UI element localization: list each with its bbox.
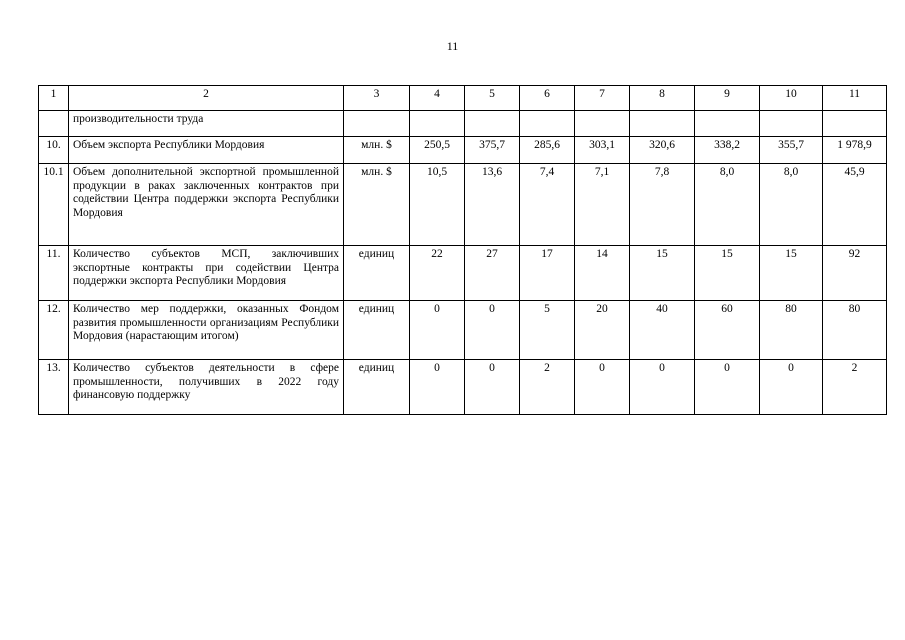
value-cell: 15	[695, 246, 760, 301]
value-cell: 0	[410, 301, 465, 360]
table-row	[39, 360, 887, 415]
value-cell: 17	[520, 246, 575, 301]
value-cell: 303,1	[575, 137, 630, 164]
row-number-cell: 10.1	[39, 164, 69, 246]
row-number-cell: 10.	[39, 137, 69, 164]
value-cell: 40	[630, 301, 695, 360]
row-unit-cell: единиц	[344, 246, 410, 301]
header-cell: 5	[465, 86, 520, 111]
row-name-cell: Количество субъектов МСП, заключивших экспортные контракты при содействии Центра поддержки экспорта Республики Мордовия	[69, 246, 344, 301]
value-cell	[823, 111, 887, 137]
value-cell: 0	[760, 360, 823, 415]
row-name-cell: производительности труда	[69, 111, 344, 137]
value-cell: 0	[410, 360, 465, 415]
value-cell: 27	[465, 246, 520, 301]
value-cell: 2	[520, 360, 575, 415]
value-cell: 10,5	[410, 164, 465, 246]
indicators-table	[38, 85, 887, 415]
value-cell: 8,0	[695, 164, 760, 246]
row-number-cell: 11.	[39, 246, 69, 301]
value-cell: 8,0	[760, 164, 823, 246]
header-cell: 6	[520, 86, 575, 111]
header-cell: 11	[823, 86, 887, 111]
value-cell: 7,8	[630, 164, 695, 246]
header-cell: 3	[344, 86, 410, 111]
row-number-cell	[39, 111, 69, 137]
header-cell: 4	[410, 86, 465, 111]
value-cell: 0	[465, 360, 520, 415]
table-row-continuation	[39, 111, 887, 137]
row-unit-cell: млн. $	[344, 164, 410, 246]
header-cell: 2	[69, 86, 344, 111]
row-number-cell: 13.	[39, 360, 69, 415]
value-cell: 80	[823, 301, 887, 360]
value-cell: 250,5	[410, 137, 465, 164]
row-number-cell: 12.	[39, 301, 69, 360]
row-unit-cell	[344, 111, 410, 137]
value-cell: 92	[823, 246, 887, 301]
value-cell	[520, 111, 575, 137]
row-name-cell: Количество мер поддержки, оказанных Фондом развития промышленности организациям Республики Мордовия (нарастающим итогом)	[69, 301, 344, 360]
value-cell: 15	[760, 246, 823, 301]
header-row	[39, 86, 887, 111]
value-cell: 355,7	[760, 137, 823, 164]
value-cell: 80	[760, 301, 823, 360]
value-cell: 338,2	[695, 137, 760, 164]
value-cell: 60	[695, 301, 760, 360]
value-cell: 22	[410, 246, 465, 301]
value-cell: 7,1	[575, 164, 630, 246]
value-cell: 5	[520, 301, 575, 360]
header-cell: 7	[575, 86, 630, 111]
value-cell: 285,6	[520, 137, 575, 164]
value-cell: 20	[575, 301, 630, 360]
value-cell	[410, 111, 465, 137]
value-cell: 375,7	[465, 137, 520, 164]
value-cell: 15	[630, 246, 695, 301]
row-name-cell: Объем экспорта Республики Мордовия	[69, 137, 344, 164]
value-cell: 13,6	[465, 164, 520, 246]
header-cell: 9	[695, 86, 760, 111]
row-name-cell: Объем дополнительной экспортной промышленной продукции в раках заключенных контрактов при содействии Центра поддержки экспорта Республики Мордовия	[69, 164, 344, 246]
value-cell: 14	[575, 246, 630, 301]
value-cell: 0	[695, 360, 760, 415]
row-unit-cell: единиц	[344, 360, 410, 415]
value-cell	[760, 111, 823, 137]
value-cell	[695, 111, 760, 137]
table-row	[39, 301, 887, 360]
header-cell: 8	[630, 86, 695, 111]
header-cell: 1	[39, 86, 69, 111]
value-cell	[630, 111, 695, 137]
page-number: 11	[446, 39, 459, 53]
value-cell: 0	[465, 301, 520, 360]
row-unit-cell: млн. $	[344, 137, 410, 164]
row-name-cell: Количество субъектов деятельности в сфере промышленности, получивших в 2022 году финансовую поддержку	[69, 360, 344, 415]
table-row	[39, 246, 887, 301]
value-cell	[465, 111, 520, 137]
value-cell: 0	[630, 360, 695, 415]
value-cell: 2	[823, 360, 887, 415]
header-cell: 10	[760, 86, 823, 111]
value-cell: 7,4	[520, 164, 575, 246]
value-cell: 0	[575, 360, 630, 415]
value-cell: 1 978,9	[823, 137, 887, 164]
value-cell	[575, 111, 630, 137]
row-unit-cell: единиц	[344, 301, 410, 360]
value-cell: 320,6	[630, 137, 695, 164]
table-row	[39, 137, 887, 164]
table-row	[39, 164, 887, 246]
value-cell: 45,9	[823, 164, 887, 246]
